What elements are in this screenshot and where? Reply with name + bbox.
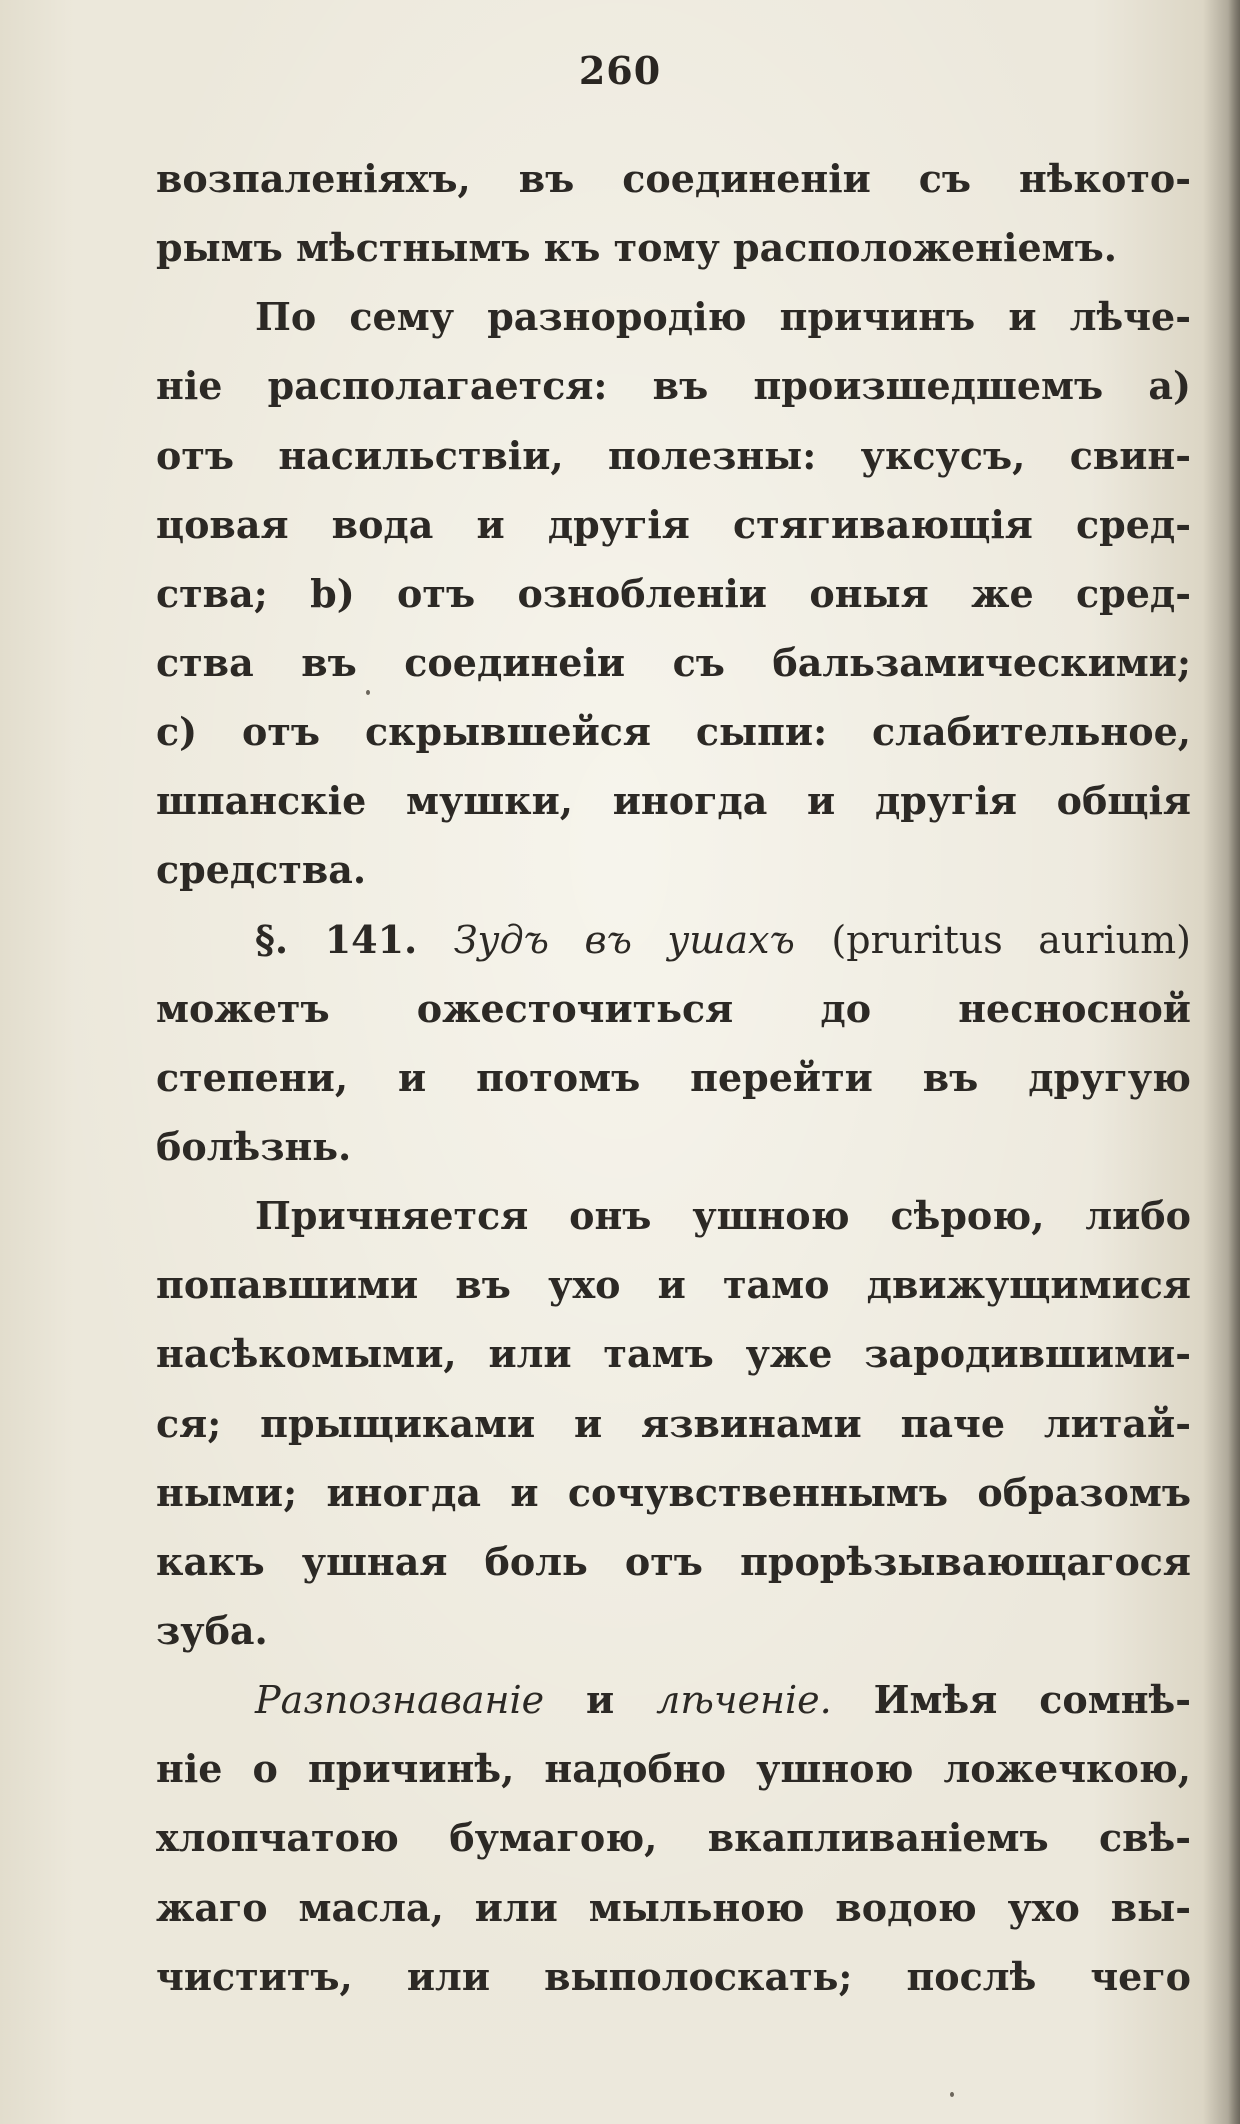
text-line: возпаленiяхъ, въ соединенiи съ нѣкото-	[156, 156, 1191, 201]
section-title: Зудъ въ ушахъ	[453, 918, 795, 962]
text-line: Причняется онъ ушною сѣрою, либо	[255, 1193, 1191, 1238]
text-line: средства.	[156, 847, 367, 892]
text-line: чиститъ, или выполоскать; послѣ чего	[156, 1954, 1191, 1999]
text-line: попавшими въ ухо и тамо движущимися	[156, 1262, 1191, 1307]
text-line: отъ насильствiи, полезны: уксусъ, свин-	[156, 433, 1191, 478]
text-line: можетъ ожесточиться до несносной	[156, 986, 1191, 1031]
page-edge-shadow	[1228, 0, 1240, 2124]
italic-term-treatment: лѣченiе.	[656, 1678, 832, 1722]
text-line: болѣзнь.	[156, 1124, 352, 1169]
text-line: цовая вода и другiя стягивающiя сред-	[156, 502, 1191, 547]
text-line: нiе располагается: въ произшедшемъ а)	[156, 363, 1191, 408]
text-line: ства въ соединеiи съ бальзамическими;	[156, 640, 1191, 685]
page-number: 260	[578, 48, 662, 93]
italic-term-diagnosis: Разпознаванiе	[255, 1678, 545, 1722]
lead-rest: Имѣя сомнѣ-	[873, 1677, 1192, 1722]
ink-speck	[950, 2092, 954, 2097]
text-line: По сему разнородiю причинъ и лѣче-	[255, 294, 1191, 339]
text-line: жаго масла, или мыльною водою ухо вы-	[156, 1885, 1191, 1930]
text-line: ства; b) отъ ознобленiи оныя же сред-	[156, 571, 1191, 616]
text-line: хлопчатою бумагою, вкапливанiемъ свѣ-	[156, 1815, 1191, 1860]
paragraph-lead-line	[255, 1672, 1191, 1728]
section-heading-line	[255, 912, 1191, 968]
text-line: какъ ушная боль отъ прорѣзывающагося	[156, 1539, 1191, 1584]
text-line: насѣкомыми, или тамъ уже зародившими-	[156, 1331, 1191, 1376]
section-latin-term: (pruritus aurium)	[831, 918, 1192, 962]
text-line: степени, и потомъ перейти въ другую	[156, 1055, 1191, 1100]
text-line: зуба.	[156, 1608, 268, 1653]
text-line: шпанскiе мушки, иногда и другiя общiя	[156, 778, 1191, 823]
text-line: ся; прыщиками и язвинами паче литай-	[156, 1401, 1191, 1446]
ink-speck	[366, 690, 370, 695]
text-line: с) отъ скрывшейся сыпи: слабительное,	[156, 709, 1191, 754]
text-line: рымъ мѣстнымъ къ тому расположенiемъ.	[156, 225, 1118, 270]
section-number: §. 141.	[255, 917, 418, 962]
text-line: нiе о причинѣ, надобно ушною ложечкою,	[156, 1746, 1191, 1791]
text-line: ными; иногда и сочувственнымъ образомъ	[156, 1470, 1191, 1515]
conjunction: и	[586, 1677, 615, 1722]
